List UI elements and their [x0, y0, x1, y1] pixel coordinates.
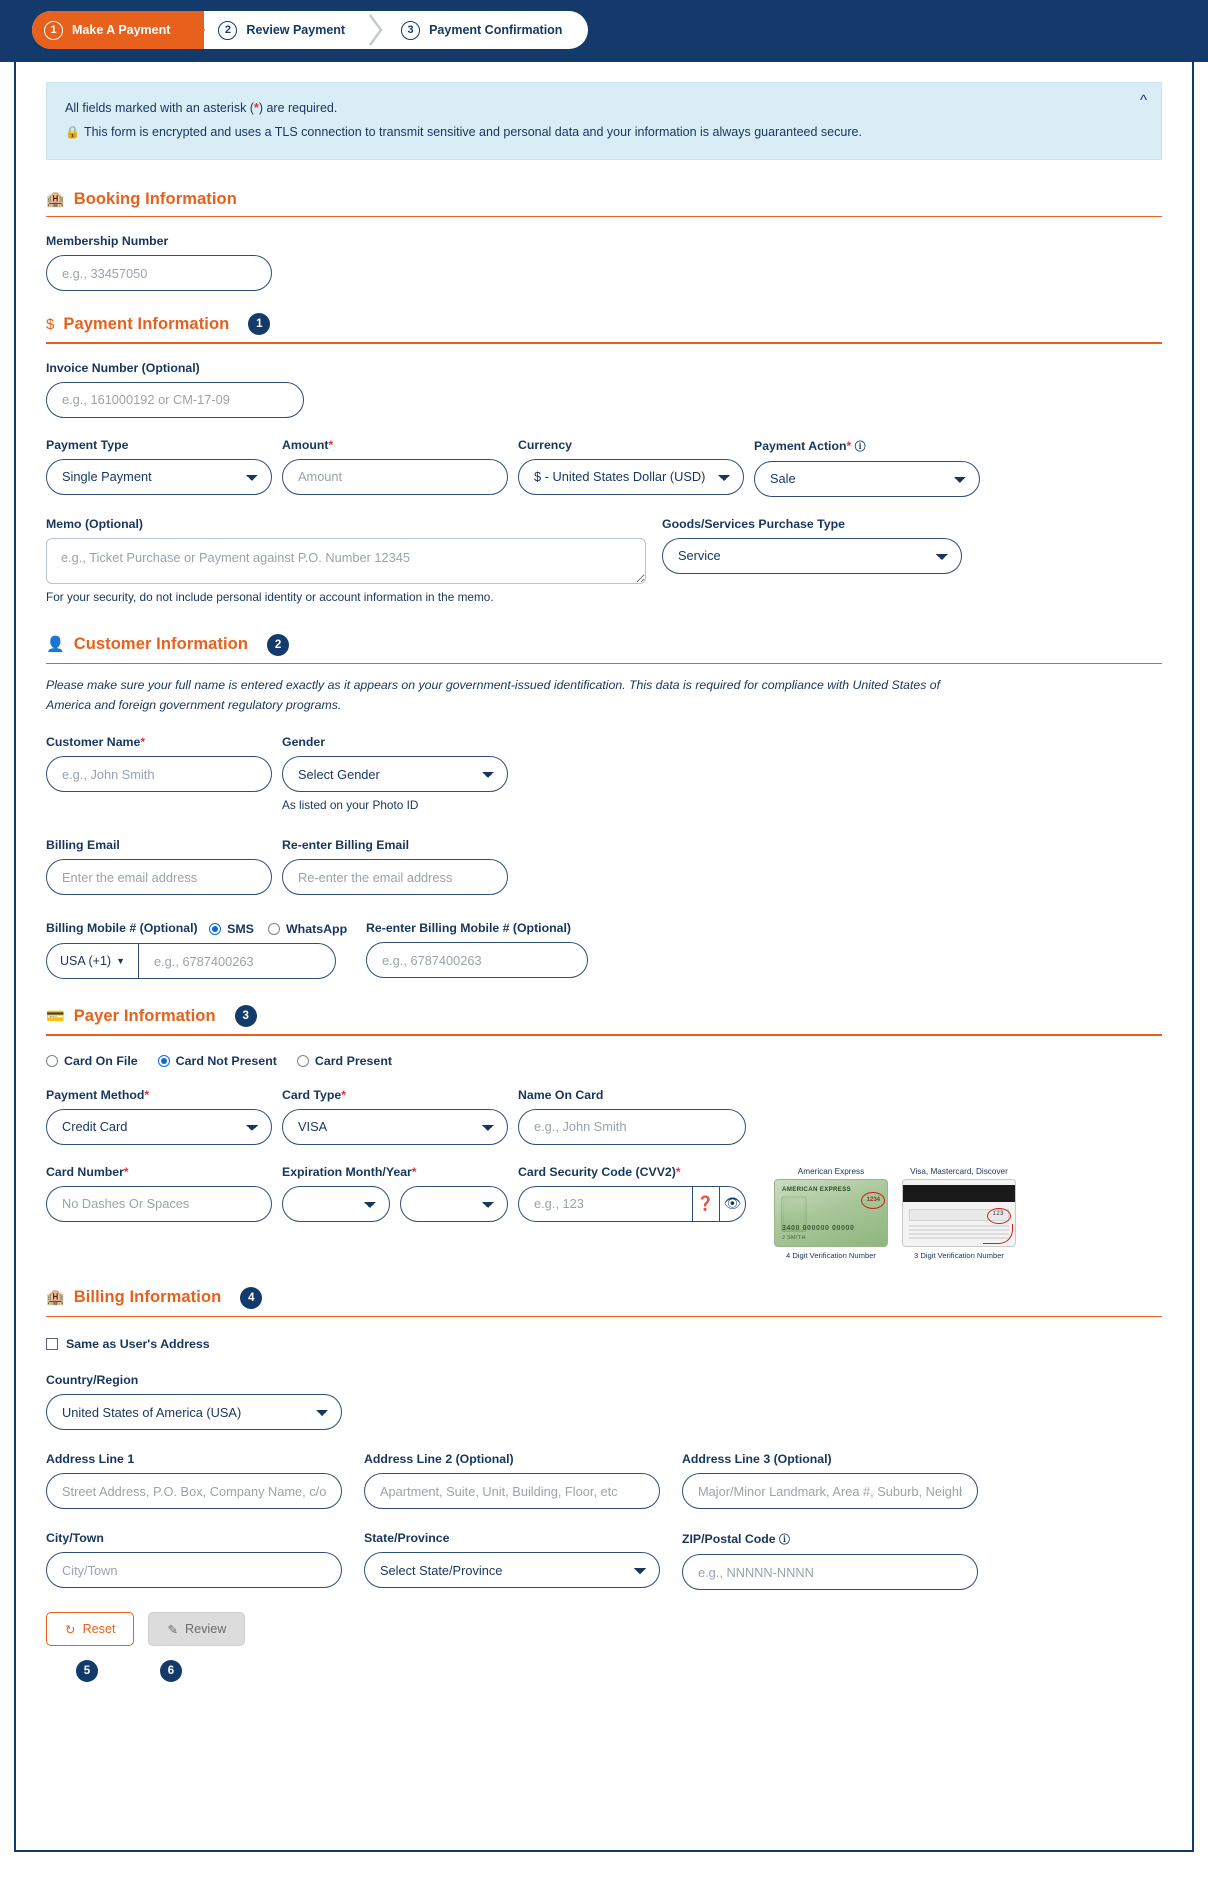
cvv-input-group [518, 1186, 746, 1222]
customer-compliance-note: Please make sure your full name is entered exactly as it appears on your government-issued identification. This data is required for compliance with United States of America and foreign government regulatory programs. [46, 678, 941, 712]
notice-panel [46, 82, 1162, 160]
zip-group [682, 1531, 978, 1590]
payer-title: Payer Information [73, 1006, 216, 1025]
reenter-billing-email-group [282, 838, 508, 895]
country-row [46, 1373, 1162, 1430]
radio-card-not-present-dot [158, 1055, 170, 1067]
booking-rule [46, 216, 1162, 218]
card-presence-radios [46, 1054, 1162, 1068]
payment-method-group [46, 1088, 272, 1145]
stepper-bar [0, 0, 1208, 62]
city-state-zip-row [46, 1531, 1162, 1590]
step-1-number: 1 [44, 21, 63, 40]
address-line-3-input[interactable] [682, 1473, 978, 1509]
amount-input[interactable] [282, 459, 508, 495]
step-3-label: Payment Confirmation [429, 23, 563, 37]
radio-sms-dot [209, 923, 221, 935]
step-2-label: Review Payment [246, 23, 346, 37]
address-line-3-label: Address Line 3 (Optional) [682, 1452, 832, 1467]
card-type-group [282, 1088, 508, 1145]
billing-mobile-label-text: Billing Mobile # (Optional) [46, 921, 198, 936]
radio-card-not-present[interactable] [158, 1054, 277, 1068]
customer-information-section [46, 634, 1162, 980]
reenter-billing-email-input[interactable] [282, 859, 508, 895]
radio-whatsapp-dot [268, 923, 280, 935]
payment-method-required-star: * [144, 1087, 150, 1102]
payment-type-label: Payment Type [46, 437, 129, 452]
reenter-billing-mobile-input[interactable] [366, 942, 588, 978]
card-number-row [46, 1165, 1162, 1261]
chevron-up-icon[interactable]: ^ [1139, 92, 1147, 109]
step-payment-confirmation[interactable] [387, 11, 582, 49]
card-meta-row [46, 1088, 1162, 1145]
customer-rule [46, 663, 1162, 665]
customer-name-input[interactable] [46, 756, 272, 792]
reenter-billing-mobile-group [366, 921, 588, 979]
refresh-icon: ↻ [65, 1622, 76, 1637]
same-as-user-address-row[interactable] [46, 1337, 1162, 1351]
amex-cid-highlight-circle [861, 1192, 885, 1209]
card-number-group [46, 1165, 272, 1222]
customer-section-badge: 2 [267, 634, 289, 656]
expiration-label [282, 1165, 508, 1179]
form-actions [46, 1612, 1162, 1646]
radio-whatsapp[interactable] [268, 922, 347, 936]
amex-cid-number: 1234 [866, 1197, 880, 1204]
reset-step-badge: 5 [76, 1660, 98, 1682]
radio-card-on-file[interactable] [46, 1054, 138, 1068]
gender-group [282, 735, 508, 812]
address-row [46, 1452, 1162, 1509]
person-icon: 👤 [46, 636, 65, 653]
form-frame [14, 62, 1194, 1852]
vmd-cvv-highlight-circle [987, 1208, 1011, 1224]
city-group [46, 1531, 342, 1590]
city-label: City/Town [46, 1531, 104, 1546]
cvv-group [518, 1165, 746, 1222]
reenter-billing-email-label: Re-enter Billing Email [282, 838, 410, 853]
amex-caption-top: American Express [797, 1166, 865, 1176]
required-note-star: * [253, 101, 259, 115]
billing-mobile-label [46, 921, 348, 937]
cvv-label-text: Card Security Code (CVV2) [518, 1164, 676, 1179]
gender-label: Gender [282, 735, 326, 750]
pencil-icon: ✎ [167, 1622, 179, 1637]
vmd-cvv-number: 123 [992, 1211, 1004, 1218]
name-on-card-label: Name On Card [518, 1087, 604, 1102]
billing-email-group [46, 838, 272, 895]
radio-card-not-present-label: Card Not Present [175, 1053, 277, 1068]
stepper [32, 11, 588, 49]
currency-group [518, 438, 744, 497]
customer-heading [46, 634, 1162, 656]
required-note-prefix: All fields marked with an asterisk ( [65, 101, 254, 115]
card-type-label-text: Card Type [282, 1087, 342, 1102]
amount-required-star: * [328, 437, 334, 452]
same-as-user-address-label: Same as User's Address [66, 1337, 210, 1352]
gender-hint: As listed on your Photo ID [282, 798, 419, 813]
expiration-required-star: * [411, 1164, 417, 1179]
address-line-1-label: Address Line 1 [46, 1452, 135, 1467]
amex-card-figure [774, 1167, 888, 1261]
help-icon[interactable]: ❓ [692, 1186, 719, 1222]
info-icon[interactable]: ⓘ [854, 440, 866, 453]
address-line-2-group [364, 1452, 660, 1509]
payment-information-section [46, 313, 1162, 604]
amount-label-text: Amount [282, 437, 329, 452]
membership-number-group [46, 234, 272, 291]
currency-label: Currency [518, 437, 572, 452]
radio-card-present[interactable] [297, 1054, 392, 1068]
vmd-pointer-arrow [983, 1224, 1013, 1244]
step-3-number: 3 [401, 21, 420, 40]
address-line-1-input[interactable] [46, 1473, 342, 1509]
memo-textarea[interactable] [46, 538, 646, 584]
cvv-required-star: * [675, 1164, 681, 1179]
payment-method-label [46, 1088, 272, 1102]
amex-caption-bottom: 4 Digit Verification Number [786, 1251, 876, 1261]
card-number-label-text: Card Number [46, 1164, 124, 1179]
amex-card-number: 3400 000000 00000 [782, 1225, 855, 1233]
payment-type-select[interactable] [46, 459, 272, 495]
address-line-2-input[interactable] [364, 1473, 660, 1509]
payment-action-select[interactable] [754, 461, 980, 497]
vmd-caption-top: Visa, Mastercard, Discover [910, 1166, 1008, 1176]
reset-button[interactable] [46, 1612, 134, 1646]
billing-email-input[interactable] [46, 859, 272, 895]
step-review-payment[interactable] [204, 11, 365, 49]
booking-title: Booking Information [73, 189, 237, 208]
billing-mobile-group [46, 921, 348, 979]
expiration-month-select[interactable] [282, 1186, 390, 1222]
card-type-required-star: * [341, 1087, 346, 1102]
memo-hint: For your security, do not include personal identity or account information in the memo. [46, 589, 494, 604]
radio-sms-label: SMS [227, 922, 254, 937]
zip-label [682, 1531, 978, 1547]
amount-label [282, 438, 508, 452]
memo-group [46, 517, 646, 604]
reset-button-label: Reset [82, 1622, 116, 1637]
building-icon: 🏨 [46, 190, 65, 208]
payment-action-label-text: Payment Action [754, 438, 847, 453]
country-code-value: USA (+1) [60, 954, 112, 969]
invoice-number-group [46, 361, 304, 418]
invoice-number-input[interactable] [46, 382, 304, 418]
amex-card-name: J SMITH [782, 1235, 806, 1242]
booking-information-section [46, 190, 1162, 292]
state-select[interactable] [364, 1552, 660, 1588]
memo-label: Memo (Optional) [46, 516, 144, 531]
name-on-card-group [518, 1088, 746, 1145]
zip-input[interactable] [682, 1554, 978, 1590]
cvv-input[interactable] [518, 1186, 692, 1222]
country-label: Country/Region [46, 1373, 139, 1388]
customer-name-label [46, 735, 272, 749]
reenter-billing-mobile-label: Re-enter Billing Mobile # (Optional) [366, 921, 571, 936]
membership-number-input[interactable] [46, 255, 272, 291]
security-note-text: This form is encrypted and uses a TLS connection to transmit sensitive and personal data and your information is always guaranteed secure. [83, 124, 862, 139]
address-line-1-group [46, 1452, 342, 1509]
radio-whatsapp-label: WhatsApp [285, 922, 348, 937]
payment-rule [46, 342, 1162, 344]
expiration-label-text: Expiration Month/Year [282, 1164, 412, 1179]
customer-title: Customer Information [73, 635, 249, 653]
required-fields-note [65, 97, 1143, 121]
card-type-label [282, 1088, 508, 1102]
vmd-card-image [902, 1179, 1016, 1247]
city-input[interactable] [46, 1552, 342, 1588]
eye-icon[interactable]: 👁 [719, 1186, 746, 1222]
state-group [364, 1531, 660, 1590]
cvv-card-illustrations [774, 1165, 1016, 1261]
country-select[interactable] [46, 1394, 342, 1430]
step-2-number: 2 [218, 21, 237, 40]
billing-mobile-row [46, 921, 1162, 979]
radio-card-on-file-label: Card On File [64, 1053, 138, 1068]
credit-card-icon: 💳 [46, 1007, 65, 1025]
currency-select[interactable] [518, 459, 744, 495]
radio-card-on-file-dot [46, 1055, 58, 1067]
booking-heading [46, 190, 1162, 209]
review-button-label: Review [185, 1622, 227, 1637]
card-number-input[interactable] [46, 1186, 272, 1222]
billing-mobile-input-group [46, 943, 336, 979]
payment-title: Payment Information [63, 314, 230, 333]
expiration-year-select[interactable] [400, 1186, 508, 1222]
goods-services-label: Goods/Services Purchase Type [662, 516, 845, 531]
customer-name-label-text: Customer Name [46, 735, 141, 750]
memo-row [46, 517, 1162, 604]
card-type-select[interactable] [282, 1109, 508, 1145]
same-as-user-address-checkbox[interactable] [46, 1338, 58, 1350]
step-separator-icon [365, 11, 387, 49]
mobile-channel-radios [209, 922, 347, 936]
radio-sms[interactable] [209, 922, 254, 936]
dollar-icon: $ [46, 315, 55, 333]
card-number-required-star: * [123, 1164, 129, 1179]
vmd-magnetic-stripe [903, 1185, 1015, 1202]
address-line-2-label: Address Line 2 (Optional) [364, 1452, 514, 1467]
required-note-suffix: ) are required. [258, 101, 338, 115]
zip-label-text: ZIP/Postal Code [682, 1532, 776, 1547]
billing-rule [46, 1316, 1162, 1318]
payer-rule [46, 1034, 1162, 1036]
invoice-number-label: Invoice Number (Optional) [46, 360, 200, 375]
payment-action-label [754, 438, 980, 454]
payer-section-badge: 3 [235, 1005, 257, 1027]
amex-brand-text: AMERICAN EXPRESS [782, 1186, 852, 1194]
vmd-card-figure [902, 1167, 1016, 1261]
customer-name-required-star: * [140, 735, 145, 750]
payment-action-required-star: * [846, 438, 852, 453]
customer-name-group [46, 735, 272, 812]
building-icon: 🏨 [46, 1289, 65, 1307]
billing-heading [46, 1287, 1162, 1309]
lock-icon: 🔒 [65, 124, 80, 139]
zip-info-icon[interactable]: ⓘ [779, 1534, 791, 1547]
amount-group [282, 438, 508, 497]
country-group [46, 1373, 342, 1430]
address-line-3-group [682, 1452, 978, 1509]
billing-email-row [46, 838, 1162, 895]
card-number-label [46, 1165, 272, 1179]
payment-method-select[interactable] [46, 1109, 272, 1145]
payment-action-group [754, 438, 980, 497]
billing-information-section [46, 1287, 1162, 1591]
gender-select[interactable] [282, 756, 508, 792]
radio-card-present-label: Card Present [314, 1053, 393, 1068]
security-note [65, 121, 1143, 145]
amex-card-image [774, 1179, 888, 1247]
payment-heading [46, 313, 1162, 335]
billing-title: Billing Information [73, 1288, 222, 1307]
payer-heading [46, 1005, 1162, 1027]
state-label: State/Province [364, 1531, 450, 1546]
footer-step-badges [76, 1660, 1162, 1682]
country-code-dropdown[interactable] [46, 943, 138, 979]
billing-section-badge: 4 [240, 1287, 262, 1309]
expiration-group [282, 1165, 508, 1222]
billing-email-label: Billing Email [46, 838, 120, 853]
step-1-label: Make A Payment [72, 23, 171, 37]
vmd-caption-bottom: 3 Digit Verification Number [914, 1251, 1004, 1261]
membership-number-label: Membership Number [46, 234, 169, 248]
goods-services-select[interactable] [662, 538, 962, 574]
goods-services-group [662, 517, 962, 604]
radio-card-present-dot [297, 1055, 309, 1067]
cvv-label [518, 1165, 746, 1179]
step-make-a-payment[interactable] [32, 11, 204, 49]
payment-method-label-text: Payment Method [46, 1087, 145, 1102]
billing-mobile-input[interactable] [138, 943, 336, 979]
review-step-badge: 6 [160, 1660, 182, 1682]
payment-details-row [46, 438, 1162, 497]
payment-section-badge: 1 [248, 313, 270, 335]
customer-name-row [46, 735, 1162, 812]
payer-information-section [46, 1005, 1162, 1260]
payment-type-group [46, 438, 272, 497]
chevron-down-icon: ▼ [116, 956, 125, 967]
name-on-card-input[interactable] [518, 1109, 746, 1145]
review-button[interactable] [148, 1612, 245, 1646]
